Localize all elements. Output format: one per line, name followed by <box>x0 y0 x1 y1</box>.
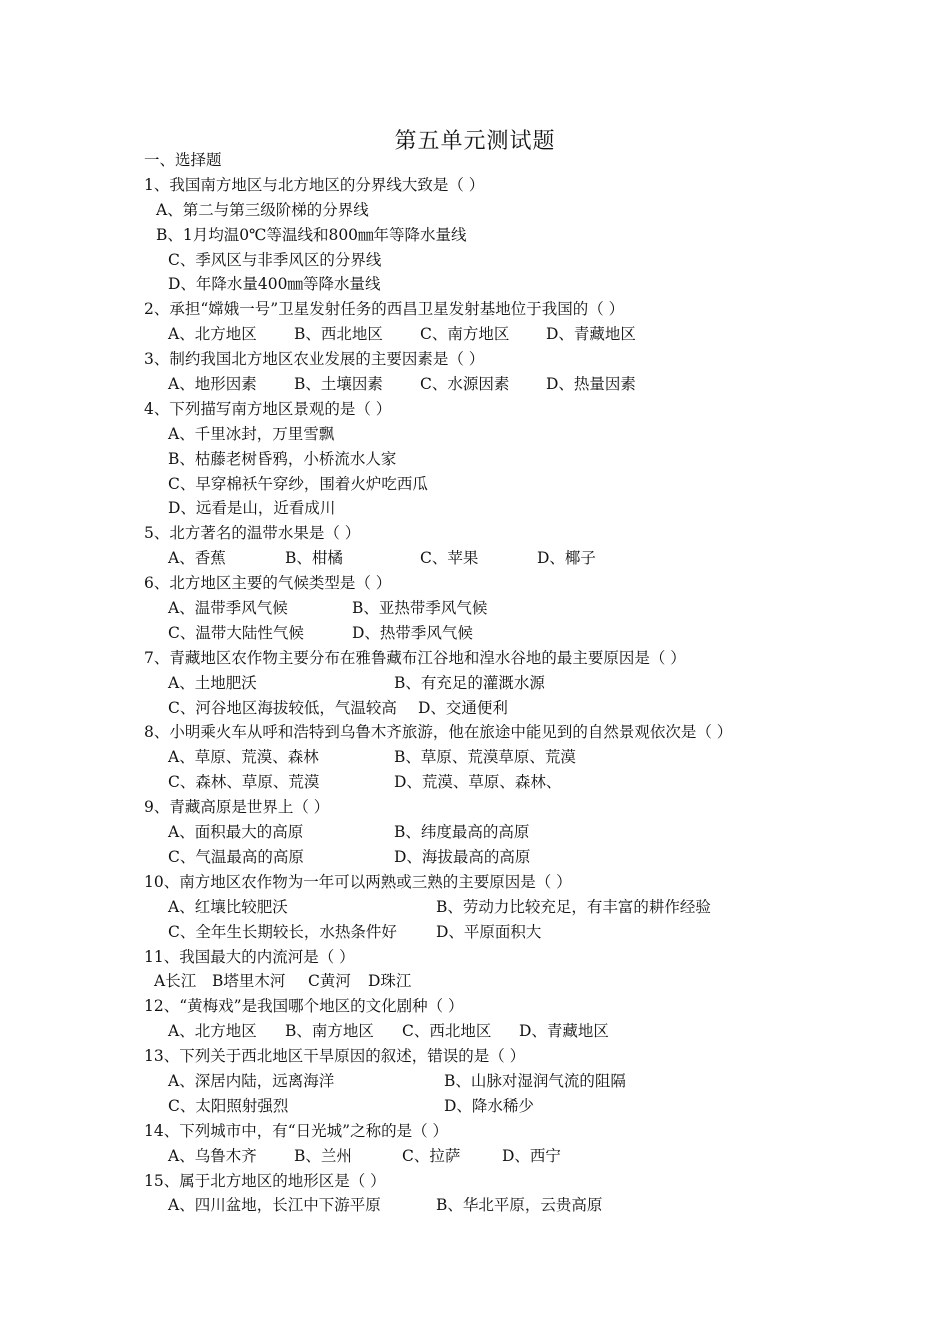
answer-option: B、兰州 <box>294 1146 352 1165</box>
answer-option: D、青藏地区 <box>546 325 636 344</box>
section-heading: 一、选择题 <box>144 151 222 169</box>
answer-option: D、交通便利 <box>418 698 508 717</box>
question-stem: 9、青藏高原是世界上（ ） <box>144 798 330 817</box>
answer-option: C、森林、草原、荒漠 <box>168 773 320 792</box>
option-row <box>144 745 844 770</box>
option-row <box>144 1069 844 1094</box>
answer-option: B、南方地区 <box>285 1022 374 1041</box>
answer-option: D、青藏地区 <box>519 1022 609 1041</box>
option-row <box>144 1144 844 1169</box>
answer-option: A、四川盆地，长江中下游平原 <box>168 1196 381 1215</box>
option-row <box>144 770 844 795</box>
answer-option: D、远看是山，近看成川 <box>168 499 336 518</box>
question-stem: 6、北方地区主要的气候类型是（ ） <box>144 574 392 593</box>
answer-option: A、草原、荒漠、森林 <box>168 748 319 767</box>
answer-option: C、气温最高的高原 <box>168 847 304 866</box>
option-row <box>144 920 844 945</box>
answer-option: A、北方地区 <box>168 325 257 344</box>
answer-option: C、全年生长期较长，水热条件好 <box>168 922 397 941</box>
answer-option: B塔里木河 <box>212 972 286 991</box>
answer-option: D、西宁 <box>502 1146 561 1165</box>
question-stem: 10、南方地区农作物为一年可以两熟或三熟的主要原因是（ ） <box>144 872 572 891</box>
answer-option: B、劳动力比较充足，有丰富的耕作经验 <box>436 897 711 916</box>
answer-option: B、有充足的灌溉水源 <box>394 673 545 692</box>
option-row <box>144 223 844 248</box>
answer-option: C、南方地区 <box>420 325 510 344</box>
answer-option: A、面积最大的高原 <box>168 823 304 842</box>
answer-option: A、千里冰封，万里雪飘 <box>168 424 335 443</box>
answer-option: B、1月均温0℃等温线和800㎜年等降水量线 <box>156 225 467 244</box>
answer-option: C、苹果 <box>420 549 479 568</box>
option-row <box>144 1094 844 1119</box>
answer-option: A长江 <box>154 972 197 991</box>
option-row <box>144 596 844 621</box>
question-stem: 14、下列城市中，有“日光城”之称的是（ ） <box>144 1121 448 1140</box>
answer-option: A、地形因素 <box>168 375 257 394</box>
answer-option: B、西北地区 <box>294 325 383 344</box>
question-stem: 4、下列描写南方地区景观的是（ ） <box>144 399 392 418</box>
option-row <box>144 895 844 920</box>
answer-option: C、西北地区 <box>402 1022 492 1041</box>
option-row <box>144 546 844 571</box>
answer-option: C、温带大陆性气候 <box>168 623 304 642</box>
question-stem: 7、青藏地区农作物主要分布在雅鲁藏布江谷地和湟水谷地的最主要原因是（ ） <box>144 648 686 667</box>
answer-option: B、土壤因素 <box>294 375 383 394</box>
question-stem: 11、我国最大的内流河是（ ） <box>144 947 355 966</box>
option-row <box>144 1193 844 1218</box>
question-stem: 2、承担“嫦娥一号”卫星发射任务的西昌卫星发射基地位于我国的（ ） <box>144 300 625 319</box>
answer-option: A、北方地区 <box>168 1022 257 1041</box>
answer-option: D、海拔最高的高原 <box>394 847 531 866</box>
option-row <box>144 696 844 721</box>
option-row <box>144 272 844 297</box>
answer-option: A、第二与第三级阶梯的分界线 <box>156 200 369 219</box>
question-stem: 13、下列关于西北地区干旱原因的叙述，错误的是（ ） <box>144 1047 526 1066</box>
answer-option: A、乌鲁木齐 <box>168 1146 257 1165</box>
answer-option: D、热带季风气候 <box>352 623 473 642</box>
answer-option: C、太阳照射强烈 <box>168 1096 289 1115</box>
answer-option: B、华北平原，云贵高原 <box>436 1196 603 1215</box>
option-row <box>144 1019 844 1044</box>
option-row <box>144 472 844 497</box>
answer-option: A、深居内陆，远离海洋 <box>168 1071 335 1090</box>
answer-option: D、平原面积大 <box>436 922 542 941</box>
answer-option: D、降水稀少 <box>444 1096 534 1115</box>
answer-option: B、亚热带季风气候 <box>352 599 488 618</box>
option-row <box>144 447 844 472</box>
answer-option: B、山脉对湿润气流的阻隔 <box>444 1071 626 1090</box>
option-row <box>144 422 844 447</box>
answer-option: B、草原、荒漠草原、荒漠 <box>394 748 576 767</box>
option-row <box>144 248 844 273</box>
option-row <box>144 198 844 223</box>
option-row <box>144 372 844 397</box>
answer-option: A、红壤比较肥沃 <box>168 897 288 916</box>
option-row <box>144 322 844 347</box>
option-row <box>144 969 844 994</box>
question-stem: 5、北方著名的温带水果是（ ） <box>144 524 361 543</box>
option-row <box>144 845 844 870</box>
option-row <box>144 671 844 696</box>
answer-option: C、早穿棉袄午穿纱，围着火炉吃西瓜 <box>168 474 428 493</box>
question-stem: 1、我国南方地区与北方地区的分界线大致是（ ） <box>144 175 485 194</box>
answer-option: D、椰子 <box>537 549 596 568</box>
answer-option: C、河谷地区海拔较低，气温较高 <box>168 698 397 717</box>
document-title: 第五单元测试题 <box>394 129 556 154</box>
answer-option: D、荒漠、草原、森林、 <box>394 773 562 792</box>
answer-option: D、年降水量400㎜等降水量线 <box>168 275 381 294</box>
answer-option: C、拉萨 <box>402 1146 461 1165</box>
question-list <box>144 148 844 1218</box>
answer-option: D、热量因素 <box>546 375 636 394</box>
question-stem: 3、制约我国北方地区农业发展的主要因素是（ ） <box>144 350 485 369</box>
answer-option: D珠江 <box>368 972 412 991</box>
answer-option: A、温带季风气候 <box>168 599 288 618</box>
answer-option: B、纬度最高的高原 <box>394 823 530 842</box>
question-stem: 12、“黄梅戏”是我国哪个地区的文化剧种（ ） <box>144 997 464 1016</box>
answer-option: A、土地肥沃 <box>168 673 257 692</box>
option-row <box>144 496 844 521</box>
answer-option: B、枯藤老树昏鸦，小桥流水人家 <box>168 449 397 468</box>
answer-option: A、香蕉 <box>168 549 226 568</box>
answer-option: C黄河 <box>308 972 351 991</box>
option-row <box>144 621 844 646</box>
answer-option: B、柑橘 <box>285 549 343 568</box>
answer-option: C、水源因素 <box>420 375 510 394</box>
option-row <box>144 820 844 845</box>
answer-option: C、季风区与非季风区的分界线 <box>168 250 382 269</box>
question-stem: 8、小明乘火车从呼和浩特到乌鲁木齐旅游，他在旅途中能见到的自然景观依次是（ ） <box>144 723 733 742</box>
question-stem: 15、属于北方地区的地形区是（ ） <box>144 1171 386 1190</box>
